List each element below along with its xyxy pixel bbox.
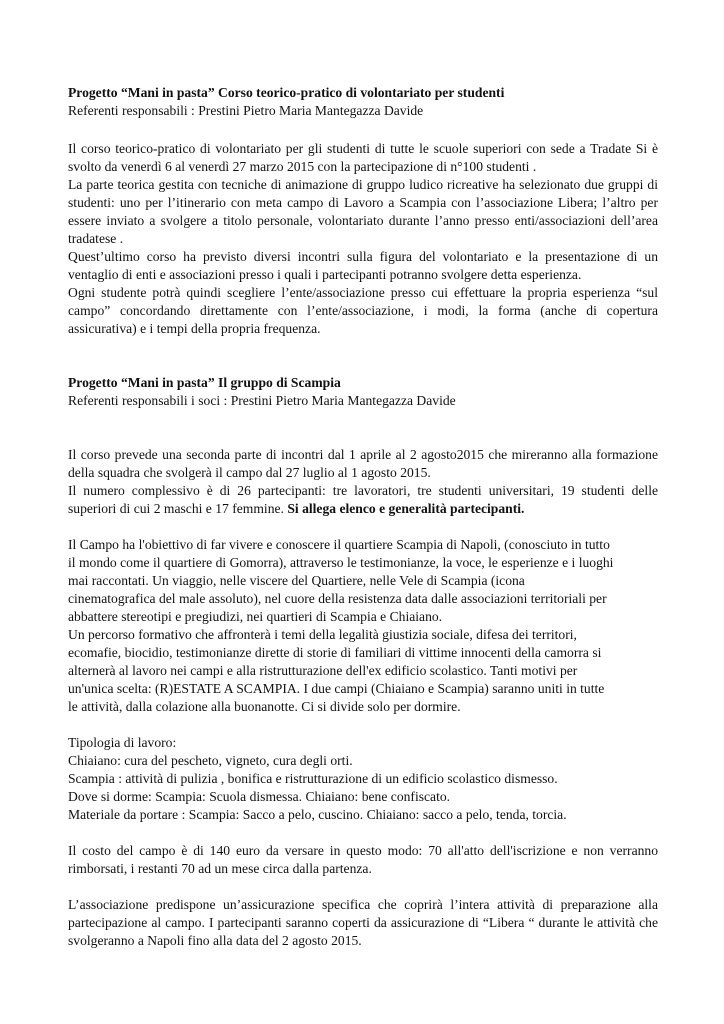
- document-page: [68, 84, 658, 950]
- text-line: Materiale da portare : Scampia: Sacco a pelo, cuscino. Chiaiano: sacco a pelo, tenda, torcia.: [68, 807, 567, 822]
- text-line: Dove si dorme: Scampia: Scuola dismessa. Chiaiano: bene confiscato.: [68, 789, 451, 804]
- paragraph-text: Il numero complessivo è di 26 partecipanti: tre lavoratori, tre studenti universitari, 19 studenti delle superiori di cui 2 maschi e 17 femmine.: [68, 483, 658, 516]
- text-line: Un percorso formativo che affronterà i temi della legalità giustizia sociale, difesa dei territori,: [68, 627, 577, 642]
- section-scampia-group: [68, 374, 658, 950]
- text-line: le attività, dalla colazione alla buonanotte. Ci si divide solo per dormire.: [68, 699, 461, 714]
- referents-line: Referenti responsabili : Prestini Pietro Maria Mantegazza Davide: [68, 103, 424, 118]
- attachment-note: Si allega elenco e generalità partecipanti.: [287, 501, 525, 516]
- section-title: Progetto “Mani in pasta” Corso teorico-pratico di volontariato per studenti: [68, 85, 505, 100]
- paragraph: [68, 482, 658, 518]
- text-line: Chiaiano: cura del pescheto, vigneto, cura degli orti.: [68, 753, 353, 768]
- insurance-paragraph: L’associazione predispone un’assicurazione specifica che coprirà l’intera attività di preparazione alla partecipazione al campo. I partecipanti saranno coperti da assicurazione di “Libera “ durante le attività che svolgeranno a Napoli fino alla data del 2 agosto 2015.: [68, 897, 658, 948]
- referents-line: Referenti responsabili i soci : Prestini Pietro Maria Mantegazza Davide: [68, 393, 456, 408]
- text-line: abbattere stereotipi e pregiudizi, nei quartieri di Scampia e Chiaiano.: [68, 609, 443, 624]
- text-line: Il Campo ha l'obiettivo di far vivere e conoscere il quartiere Scampia di Napoli, (conosciuto in tutto: [68, 537, 610, 552]
- paragraph: La parte teorica gestita con tecniche di animazione di gruppo ludico ricreative ha selezionato due gruppi di studenti: uno per l’itinerario con meta campo di Lavoro a Scampia con l’associazione Libera; l’altro per essere inviato a svolgere a titolo personale, volontariato durante l’anno presso enti/associazioni dell’area tradatese .: [68, 177, 658, 246]
- text-line: alternerà al lavoro nei campi e alla ristrutturazione dell'ex edificio scolastico. Tanti motivi per: [68, 663, 578, 678]
- paragraph: Quest’ultimo corso ha previsto diversi incontri sulla figura del volontariato e la presentazione di un ventaglio di enti e associazioni presso i quali i partecipanti potranno svolgere detta esperienza.: [68, 249, 658, 282]
- text-line: ecomafie, biocidio, testimonianze dirette di storie di familiari di vittime innocenti della camorra si: [68, 645, 602, 660]
- text-line: mai raccontati. Un viaggio, nelle viscere del Quartiere, nelle Vele di Scampia (icona: [68, 573, 525, 588]
- paragraph: Il corso teorico-pratico di volontariato per gli studenti di tutte le scuole superiori con sede a Tradate Si è svolto da venerdì 6 al venerdì 27 marzo 2015 con la partecipazione di n°100 studenti .: [68, 141, 658, 174]
- paragraph: Il corso prevede una seconda parte di incontri dal 1 aprile al 2 agosto2015 che mireranno alla formazione della squadra che svolgerà il campo dal 27 luglio al 1 agosto 2015.: [68, 447, 658, 480]
- text-line: Tipologia di lavoro:: [68, 735, 177, 750]
- work-type-list: [68, 734, 658, 824]
- paragraph: Ogni studente potrà quindi scegliere l’ente/associazione presso cui effettuare la propria esperienza “sul campo” concordando direttamente con l’ente/associazione, i modi, la forma (anche di copertura assicurativa) e i tempi della propria frequenza.: [68, 285, 658, 336]
- text-line: un'unica scelta: (R)ESTATE A SCAMPIA. I due campi (Chiaiano e Scampia) saranno uniti in tutte: [68, 681, 605, 696]
- section-volunteer-course: [68, 84, 658, 338]
- text-line: cinematografica del male assoluto), nel cuore della resistenza data dalle associazioni territoriali per: [68, 591, 607, 606]
- text-line: Scampia : attività di pulizia , bonifica e ristrutturazione di un edificio scolastico dismesso.: [68, 771, 558, 786]
- section-title: Progetto “Mani in pasta” Il gruppo di Scampia: [68, 375, 341, 390]
- cost-paragraph: Il costo del campo è di 140 euro da versare in questo modo: 70 all'atto dell'iscrizione e non verranno rimborsati, i restanti 70 ad un mese circa dalla partenza.: [68, 843, 658, 876]
- text-line: il mondo come il quartiere di Gomorra), attraverso le testimonianze, la voce, le esperienze e i luoghi: [68, 555, 614, 570]
- campo-description: [68, 536, 658, 716]
